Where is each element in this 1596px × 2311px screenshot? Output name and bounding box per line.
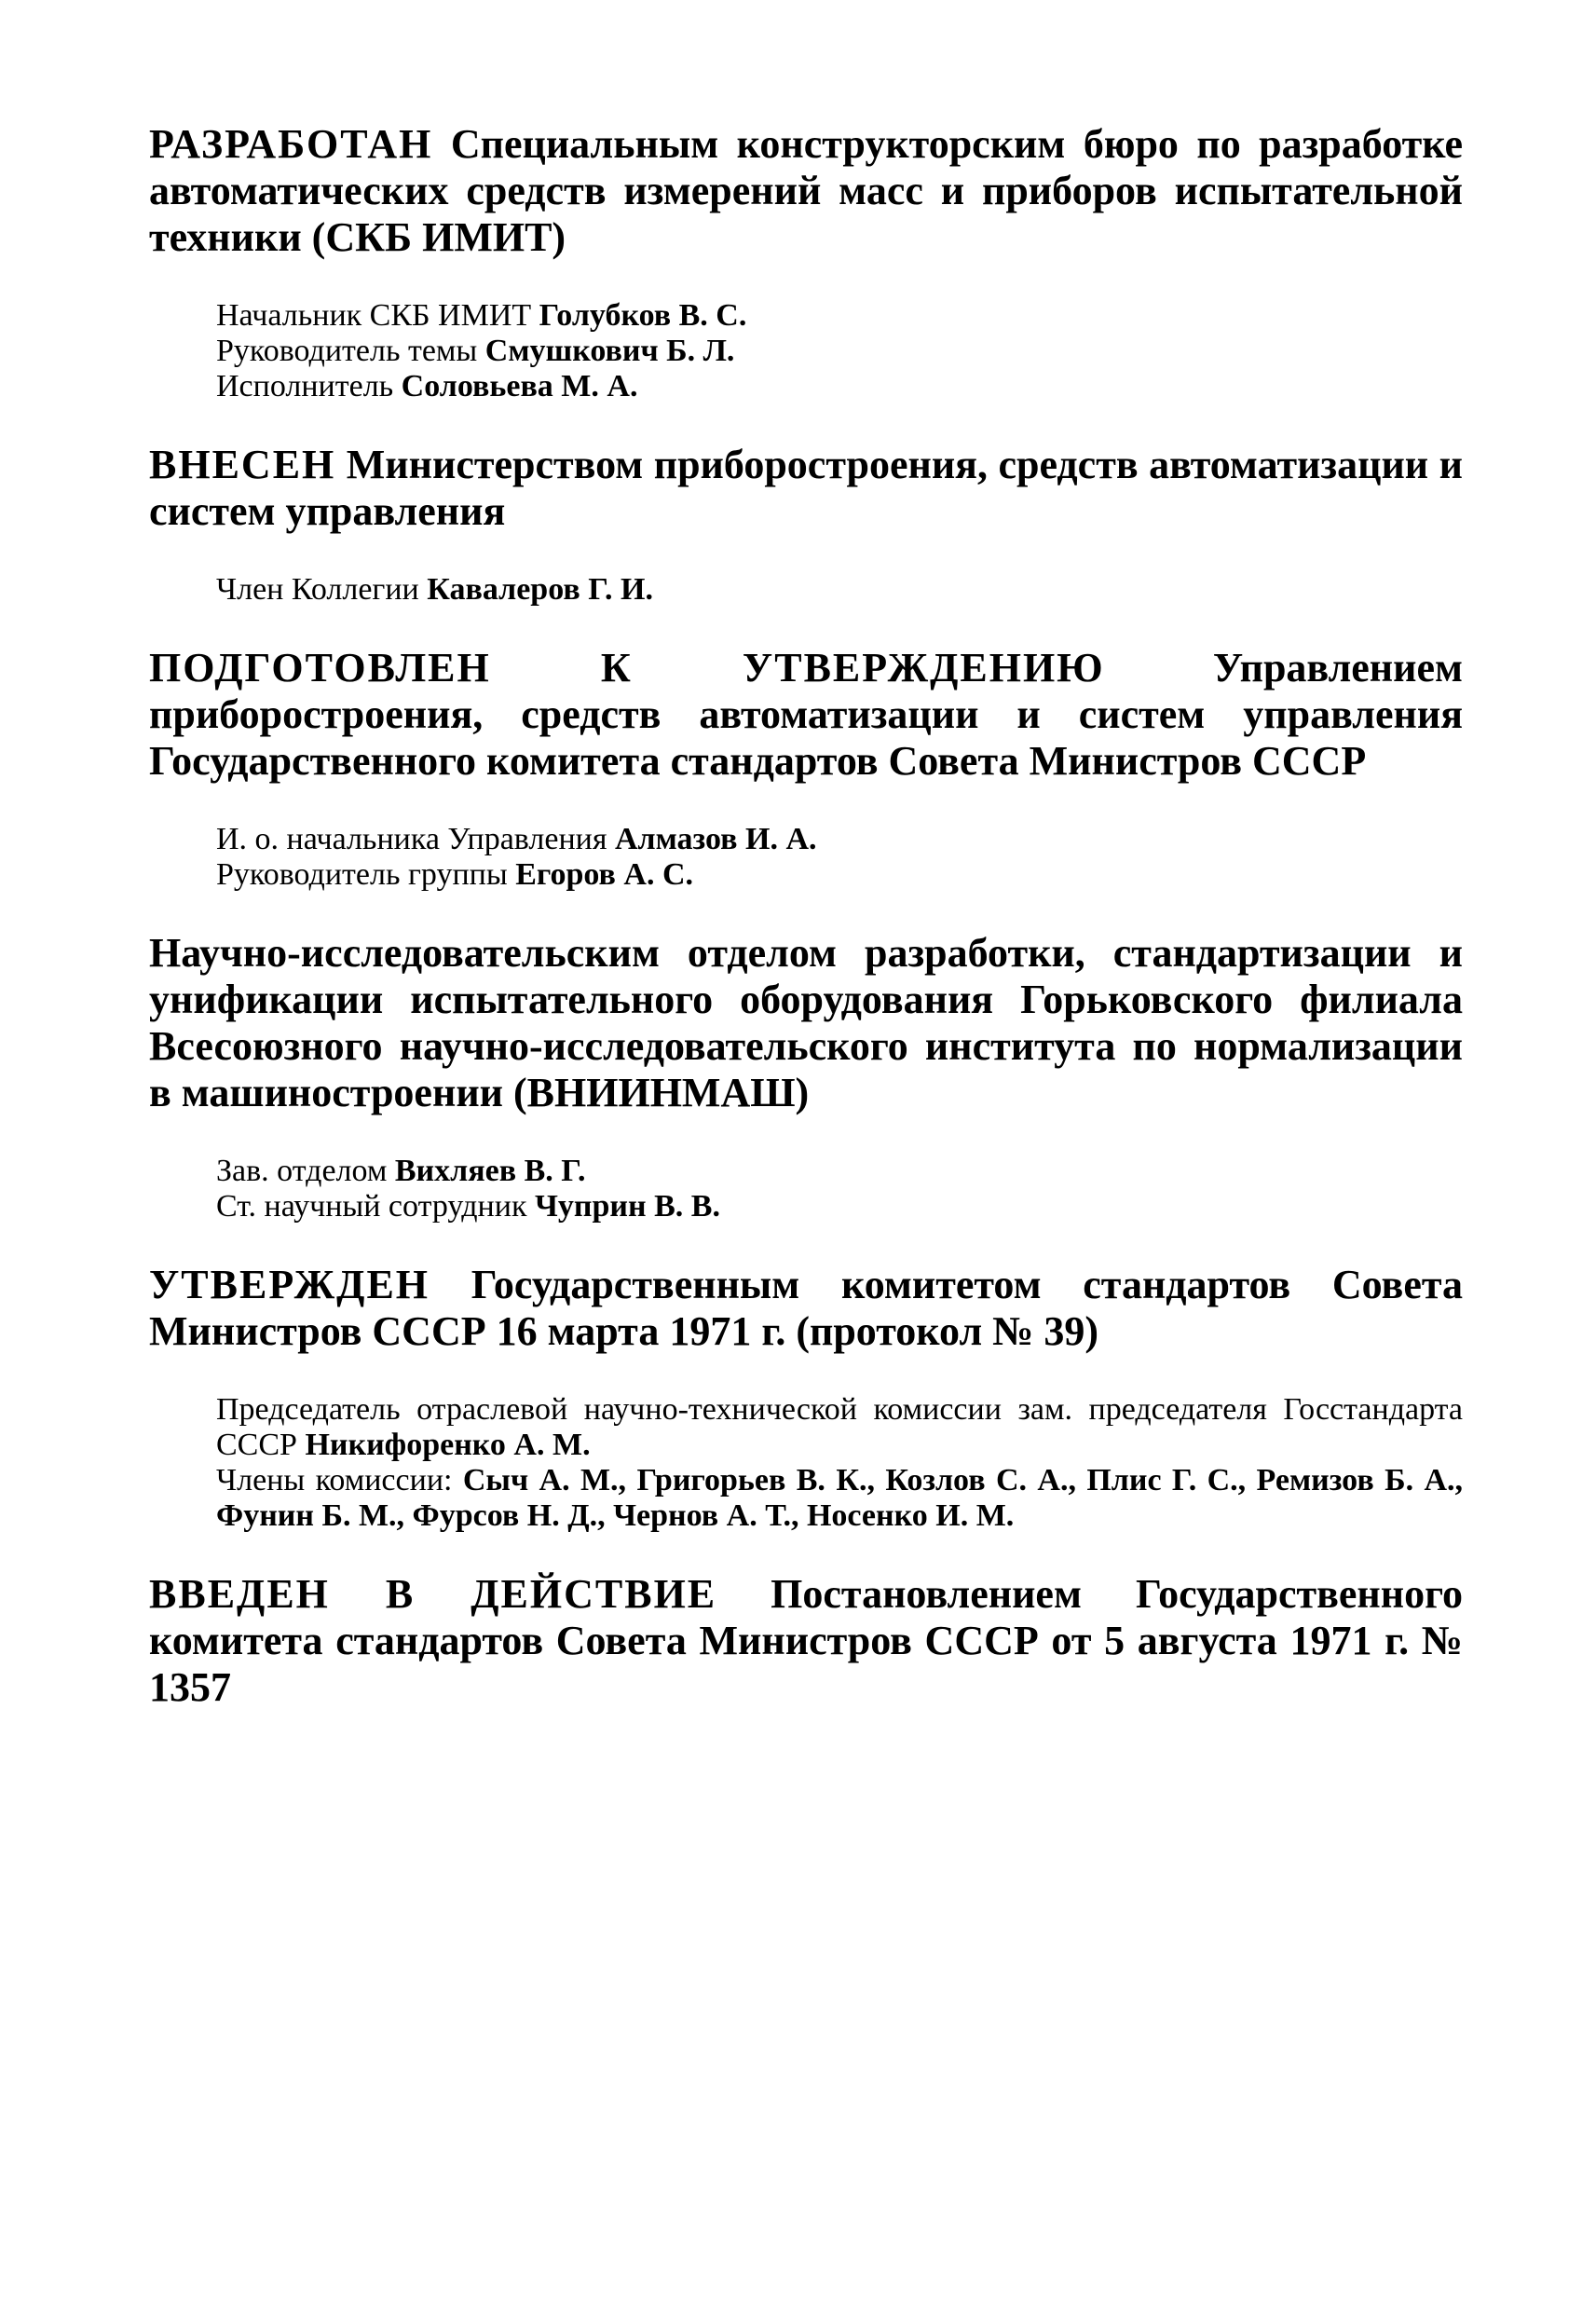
person-role: Зав. отделом <box>216 1154 388 1188</box>
section-heading <box>149 1571 1463 1711</box>
person-list <box>216 298 1463 404</box>
person-line <box>216 1189 1463 1224</box>
person-role: Ст. научный сотрудник <box>216 1189 527 1224</box>
person-role: Председатель отраслевой научно-технической комиссии зам. председателя Госстандарта СССР <box>216 1392 1463 1462</box>
section-keyword: ПОДГОТОВЛЕН К УТВЕРЖДЕНИЮ <box>149 645 1105 691</box>
section-approved <box>149 1262 1463 1534</box>
person-name: Никифоренко А. М. <box>305 1428 591 1462</box>
person-line <box>216 822 1463 857</box>
person-line <box>216 572 1463 608</box>
section-submitted <box>149 442 1463 608</box>
section-text: Управлением приборостроения, средств автоматизации и систем управления Государственного комитета стандартов Совета Министров СССР <box>149 645 1464 784</box>
section-keyword: ВНЕСЕН <box>149 442 336 487</box>
person-name: Смушкович Б. Л. <box>484 334 735 368</box>
section-text: Научно-исследовательским отделом разработки, стандартизации и унификации испытательного оборудования Горьковского филиала Всесоюзного научно-исследовательского института по нормализации в машиностроении (ВНИИНМАШ) <box>149 930 1463 1115</box>
person-name: Кавалеров Г. И. <box>427 572 653 607</box>
person-line <box>216 1463 1463 1534</box>
section-text: Постановлением Государственного комитета стандартов Совета Министров СССР от 5 августа 1971 г. № 1357 <box>149 1571 1463 1710</box>
person-role: И. о. начальника Управления <box>216 822 607 856</box>
section-prepared <box>149 645 1463 893</box>
person-line <box>216 369 1463 404</box>
section-keyword: ВВЕДЕН В ДЕЙСТВИЕ <box>149 1571 717 1617</box>
person-line <box>216 1392 1463 1463</box>
person-role: Член Коллегии <box>216 572 419 607</box>
person-name: Чуприн В. В. <box>534 1189 720 1224</box>
person-name: Егоров А. С. <box>515 857 694 892</box>
section-text: Специальным конструкторским бюро по разработке автоматических средств измерений масс и приборов испытательной техники (СКБ ИМИТ) <box>149 121 1464 260</box>
person-role: Исполнитель <box>216 369 394 403</box>
person-line <box>216 334 1463 369</box>
section-heading <box>149 121 1463 261</box>
section-text: Министерством приборостроения, средств автоматизации и систем управления <box>149 442 1464 534</box>
section-developed <box>149 121 1463 404</box>
section-heading <box>149 645 1463 785</box>
person-line <box>216 857 1463 893</box>
person-list <box>216 822 1463 893</box>
person-name: Вихляев В. Г. <box>394 1154 586 1188</box>
person-line <box>216 1154 1463 1189</box>
person-list <box>216 572 1463 608</box>
document-page <box>149 121 1463 1711</box>
section-research-department <box>149 930 1463 1224</box>
section-heading <box>149 1262 1463 1355</box>
person-role: Руководитель темы <box>216 334 478 368</box>
person-line <box>216 298 1463 334</box>
person-list <box>216 1154 1463 1224</box>
section-text: Государственным комитетом стандартов Совета Министров СССР 16 марта 1971 г. (протокол № 39) <box>149 1262 1463 1354</box>
section-enacted <box>149 1571 1463 1711</box>
person-role: Руководитель группы <box>216 857 508 892</box>
section-keyword: РАЗРАБОТАН <box>149 121 433 167</box>
person-name: Алмазов И. А. <box>615 822 817 856</box>
person-list <box>216 1392 1463 1534</box>
person-name: Соловьева М. А. <box>401 369 638 403</box>
person-name: Сыч А. М., Григорьев В. К., Козлов С. А., Плис Г. С., Ремизов Б. А., Фунин Б. М., Фурсов Н. Д., Чернов А. Т., Носенко И. М. <box>216 1463 1464 1533</box>
section-heading <box>149 930 1463 1116</box>
person-role: Начальник СКБ ИМИТ <box>216 298 532 333</box>
section-heading <box>149 442 1463 535</box>
section-keyword: УТВЕРЖДЕН <box>149 1262 430 1307</box>
person-role: Члены комиссии: <box>216 1463 453 1497</box>
person-name: Голубков В. С. <box>539 298 747 333</box>
